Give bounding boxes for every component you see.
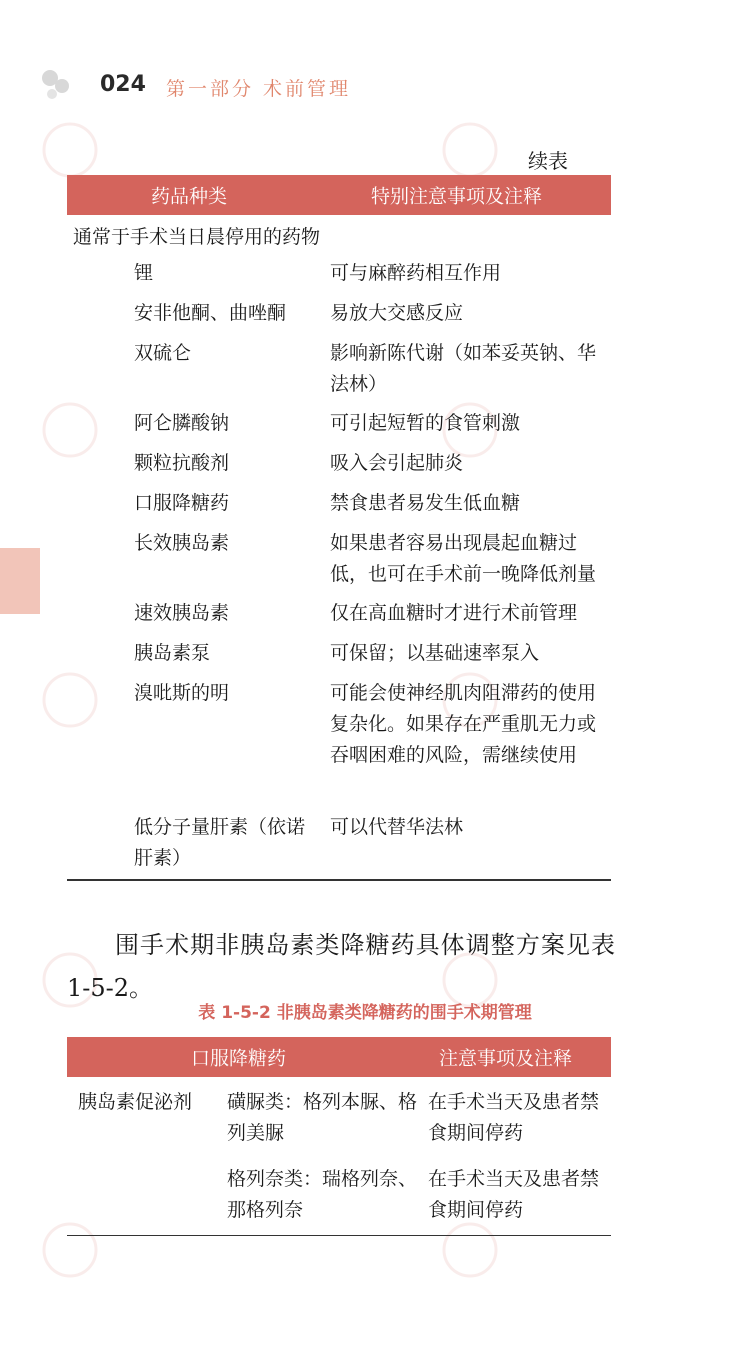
table-row-note: 吸入会引起肺炎 (330, 452, 464, 474)
page-header (38, 62, 678, 106)
table-row-note: 影响新陈代谢（如苯妥英钠、华法林） (330, 342, 597, 395)
table-row-note: 如果患者容易出现晨起血糖过低，也可在手术前一晚降低剂量 (330, 532, 597, 585)
continued-label: 续表 (528, 149, 568, 173)
table-row-drug: 长效胰岛素 (134, 532, 230, 554)
body-paragraph: 围手术期非胰岛素类降糖药具体调整方案见表 1-5-2。 (67, 931, 615, 1002)
table-row-note: 在手术当天及患者禁食期间停药 (428, 1168, 600, 1221)
table-row-class: 格列奈类：瑞格列奈、那格列奈 (227, 1168, 418, 1221)
table2-category: 胰岛素促泌剂 (78, 1091, 193, 1113)
table-row-note: 可保留；以基础速率泵入 (330, 642, 540, 664)
table-row-drug: 胰岛素泵 (134, 642, 211, 664)
table2-bottom-rule (67, 1235, 611, 1236)
table-row-drug: 低分子量肝素（依诺肝素） (134, 816, 306, 869)
table2-col-drug: 口服降糖药 (191, 1047, 287, 1070)
table-row-drug: 速效胰岛素 (134, 602, 230, 624)
table-row-class: 磺脲类：格列本脲、格列美脲 (227, 1091, 418, 1144)
table2-caption: 表 1-5-2 非胰岛素类降糖药的围手术期管理 (198, 1003, 532, 1023)
table-row-drug: 阿仑膦酸钠 (134, 412, 230, 434)
table1-bottom-rule (67, 879, 611, 881)
table-row-drug: 安非他酮、曲唑酮 (134, 302, 287, 324)
table-row-note: 可以代替华法林 (330, 816, 464, 838)
table-row-note: 可能会使神经肌肉阻滞药的使用复杂化。如果存在严重肌无力或吞咽困难的风险，需继续使用 (330, 682, 597, 766)
section-title: 第一部分 术前管理 (166, 78, 352, 100)
table2-col-notes: 注意事项及注释 (439, 1047, 573, 1070)
page-number: 024 (100, 72, 146, 97)
table-row-note: 在手术当天及患者禁食期间停药 (428, 1091, 600, 1144)
table1-header (67, 175, 611, 215)
table-row-drug: 颗粒抗酸剂 (134, 452, 230, 474)
book-logo-icon (38, 68, 74, 102)
table1-col-notes: 特别注意事项及注释 (371, 185, 543, 208)
table-row-note: 禁食患者易发生低血糖 (330, 492, 521, 514)
table-row-drug: 溴吡斯的明 (134, 682, 230, 704)
table-row-drug: 锂 (134, 262, 154, 284)
table1-group-label: 通常于手术当日晨停用的药物 (73, 226, 321, 248)
table-row-note: 可与麻醉药相互作用 (330, 262, 502, 284)
side-tab-marker (0, 548, 40, 614)
table-row-drug: 口服降糖药 (134, 492, 230, 514)
table-row-note: 易放大交感反应 (330, 302, 464, 324)
table-row-note: 仅在高血糖时才进行术前管理 (330, 602, 578, 624)
table1-col-drug: 药品种类 (151, 185, 228, 208)
table-row-drug: 双硫仑 (134, 342, 192, 364)
table2-header (67, 1037, 611, 1077)
table-row-note: 可引起短暂的食管刺激 (330, 412, 521, 434)
